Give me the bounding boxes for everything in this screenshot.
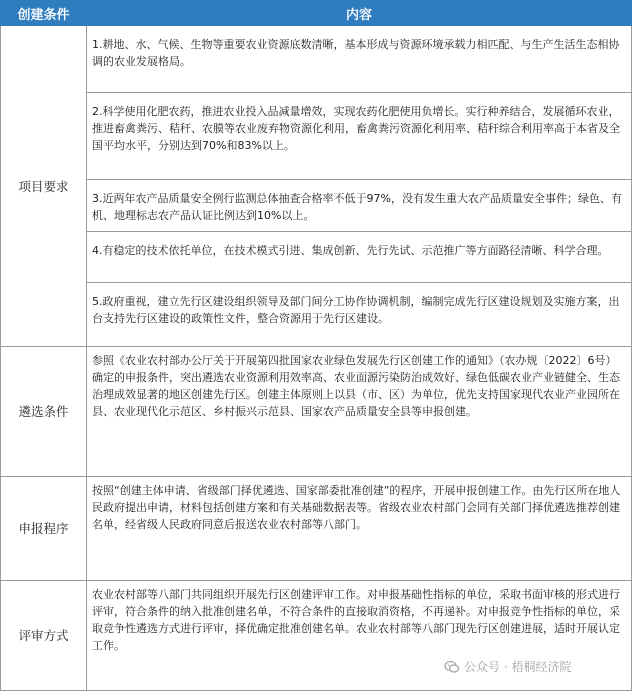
- watermark-text: 公众号 · 梧桐经济院: [464, 660, 572, 674]
- header-condition: 创建条件: [1, 1, 87, 26]
- table-row: [1, 283, 632, 347]
- requirement-item-5: 5.政府重视，建立先行区建设组织领导及部门间分工协作协调机制，编制完成先行区建设规划及实施方案，出台支持先行区建设的政策性文件，整合资源用于先行区建设。: [87, 283, 632, 347]
- table-row: [1, 477, 632, 581]
- table-row: [1, 347, 632, 477]
- wechat-icon: [444, 659, 460, 675]
- row-label-review-method: 评审方式: [1, 581, 87, 691]
- table-row: [1, 180, 632, 232]
- requirement-item-3: 3.近两年农产品质量安全例行监测总体抽查合格率不低于97%，没有发生重大农产品质量安全事件；绿色、有机、地理标志农产品认证比例达到10%以上。: [87, 180, 632, 232]
- header-content: 内容: [87, 1, 632, 26]
- row-label-selection-criteria: 遴选条件: [1, 347, 87, 477]
- review-method-content: 农业农村部等八部门共同组织开展先行区创建评审工作。对申报基础性指标的单位，采取书面审核的形式进行评审，符合条件的纳入批准创建名单，不符合条件的直接取消资格，不再递补。对申报竞争性指标的单位，采取竞争性遴选方式进行评审，择优确定批准创建名单。农业农村部等八部门现先行区创建进展，适时开展认定工作。: [87, 581, 632, 691]
- table-row: [1, 26, 632, 93]
- watermark: [444, 658, 571, 675]
- requirement-item-1: 1.耕地、水、气候、生物等重要农业资源底数清晰，基本形成与资源环境承载力相匹配、与生产生活生态相协调的农业发展格局。: [87, 26, 632, 93]
- table-row: [1, 93, 632, 180]
- selection-criteria-content: 参照《农业农村部办公厅关于开展第四批国家农业绿色发展先行区创建工作的通知》（农办规〔2022〕6号）确定的申报条件，突出遴选农业资源利用效率高、农业面源污染防治成效好、绿色低碳农业产业链健全、生态治理成效显著的地区创建先行区。创建主体原则上以县（市、区）为单位，优先支持国家现代农业产业园所在县、农业现代化示范区、乡村振兴示范县、国家农产品质量安全县等申报创建。: [87, 347, 632, 477]
- table-row: [1, 232, 632, 283]
- table-header-row: [1, 1, 632, 26]
- requirement-item-4: 4.有稳定的技术依托单位，在技术模式引进、集成创新、先行先试、示范推广等方面路径清晰、科学合理。: [87, 232, 632, 283]
- application-procedure-content: 按照“创建主体申请、省级部门择优遴选、国家部委批准创建”的程序，开展申报创建工作。由先行区所在地人民政府提出申请，材料包括创建方案和有关基础数据表等。省级农业农村部门会同有关部门择优遴选推荐创建名单，经省级人民政府同意后报送农业农村部等八部门。: [87, 477, 632, 581]
- row-label-project-requirements: 项目要求: [1, 26, 87, 347]
- requirement-item-2: 2.科学使用化肥农药，推进农业投入品减量增效，实现农药化肥使用负增长。实行种养结合，发展循环农业，推进畜禽粪污、秸秆、农膜等农业废弃物资源化利用，畜禽粪污资源化利用率、秸秆综合利用率高于本省及全国平均水平，分别达到70%和83%以上。: [87, 93, 632, 180]
- row-label-application-procedure: 申报程序: [1, 477, 87, 581]
